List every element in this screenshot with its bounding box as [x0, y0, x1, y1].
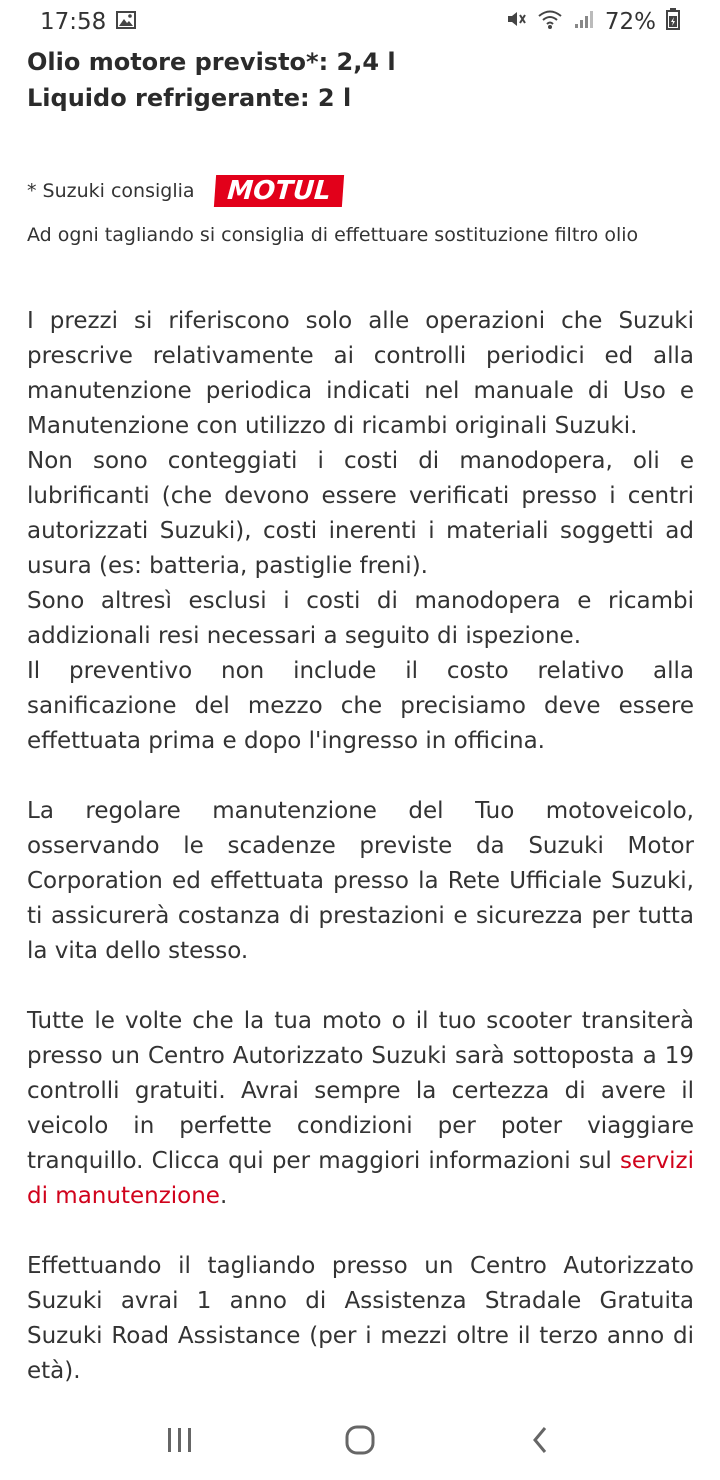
paragraph-maintenance: La regolare manutenzione del Tuo motoveicolo, osservando le scadenze previste da Suzuki Motor Corporation ed effettuata presso la Rete Ufficiale Suzuki, ti assicurerà costanza di prestazioni e sicurezza per tutta la vita dello stesso. — [27, 798, 694, 964]
status-left — [40, 9, 136, 35]
paragraph-sanification: Il preventivo non include il costo relativo alla sanificazione del mezzo che precisiamo deve essere effettuata prima e dopo l'ingresso in officina. — [27, 658, 694, 754]
paragraph-controls — [27, 1004, 694, 1214]
page-content — [27, 44, 694, 1389]
paragraph-controls-text: Tutte le volte che la tua moto o il tuo scooter transiterà presso un Centro Autorizzato Suzuki sarà sottoposta a 19 controlli gratuiti. Avrai sempre la certezza di avere il veicolo in perfette condizioni per poter viaggiare tranquillo. Clicca qui per maggiori informazioni sul — [27, 1008, 694, 1174]
home-icon — [344, 1424, 376, 1456]
filter-note: Ad ogni tagliando si consiglia di effettuare sostituzione filtro olio — [27, 224, 639, 246]
paragraph-prices: I prezzi si riferiscono solo alle operazioni che Suzuki prescrive relativamente ai controlli periodici ed alla manutenzione periodica indicati nel manuale di Uso e Manutenzione con utilizzo di ricambi originali Suzuki. — [27, 308, 694, 439]
back-icon — [530, 1425, 550, 1455]
maintenance-services-link[interactable]: servizi di manutenzione — [27, 1148, 694, 1209]
wifi-icon — [537, 8, 563, 36]
recommend-text: * Suzuki consiglia — [27, 180, 195, 202]
motul-logo: MOTUL — [213, 175, 343, 207]
image-icon — [116, 9, 136, 35]
status-right — [505, 8, 680, 36]
paragraph-excluded-extra: Sono altresì esclusi i costi di manodopera e ricambi addizionali resi necessari a seguito di ispezione. — [27, 588, 694, 649]
battery-percent: 72% — [604, 9, 656, 35]
status-time: 17:58 — [40, 9, 107, 35]
oil-spec: Olio motore previsto*: 2,4 l — [27, 48, 396, 76]
paragraph-controls-end: . — [219, 1183, 228, 1209]
signal-icon — [573, 8, 595, 36]
coolant-spec: Liquido refrigerante: 2 l — [27, 84, 352, 112]
battery-icon — [666, 8, 680, 36]
recommend-row — [27, 173, 694, 209]
paragraph-excluded-costs: Non sono conteggiati i costi di manodopera, oli e lubrificanti (che devono essere verificati presso i centri autorizzati Suzuki), costi inerenti i materiali soggetti ad usura (es: batteria, pastiglie freni). — [27, 448, 694, 579]
home-button[interactable] — [330, 1410, 390, 1470]
recent-apps-button[interactable] — [150, 1410, 210, 1470]
mute-icon — [505, 8, 527, 36]
navigation-bar — [0, 1400, 720, 1480]
recent-apps-icon — [165, 1426, 195, 1454]
status-bar — [0, 0, 720, 44]
paragraph-road-assistance: Effettuando il tagliando presso un Centro Autorizzato Suzuki avrai 1 anno di Assistenza Stradale Gratuita Suzuki Road Assistance (per i mezzi oltre il terzo anno di età). — [27, 1253, 694, 1384]
back-button[interactable] — [510, 1410, 570, 1470]
